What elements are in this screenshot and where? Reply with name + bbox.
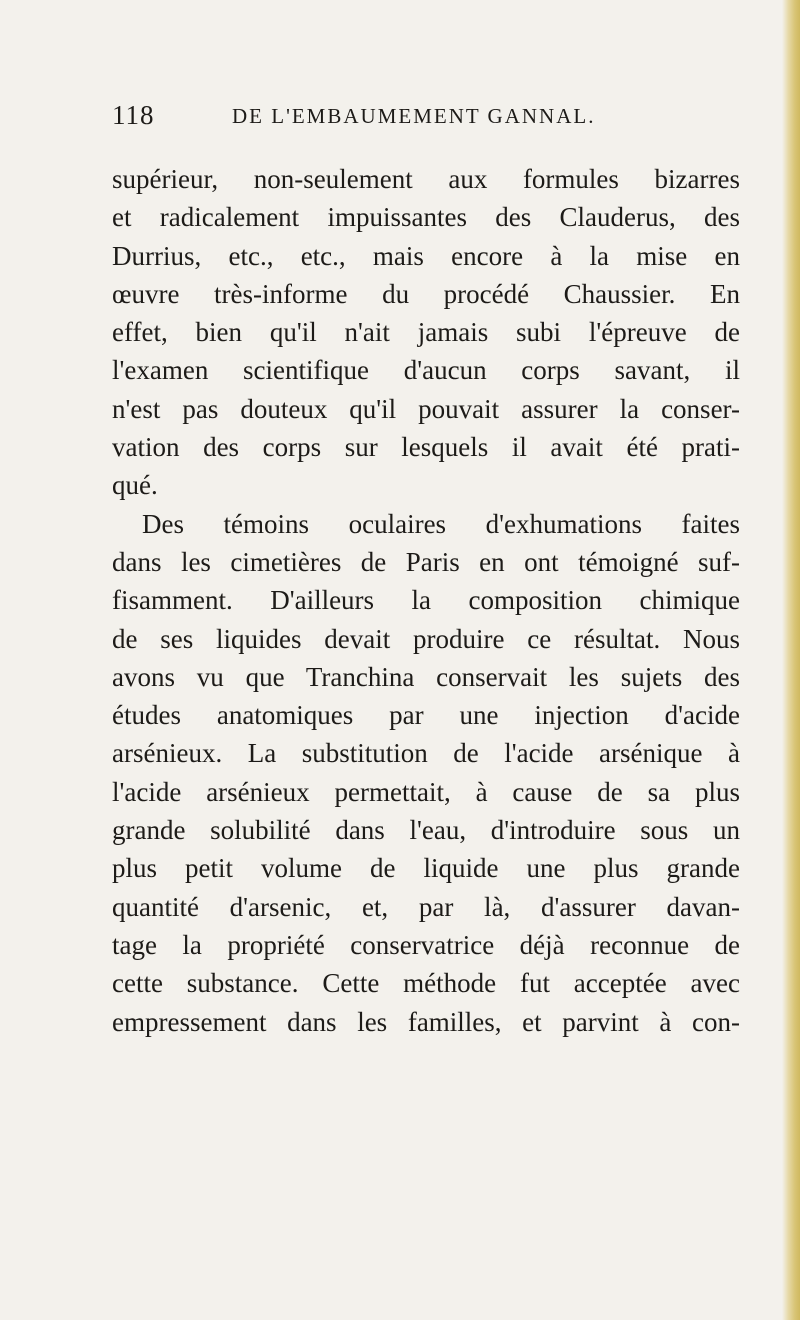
text-line: de ses liquides devait produire ce résultat. Nous <box>112 623 740 654</box>
page-edge <box>782 0 800 1320</box>
text-line: supérieur, non-seulement aux formules bizarres <box>112 164 740 194</box>
text-line: arsénieux. La substitution de l'acide arsénique à <box>112 738 740 769</box>
text-line: vation des corps sur lesquels il avait été prati- <box>112 432 740 463</box>
text-line: l'acide arsénieux permettait, à cause de sa plus <box>112 776 740 807</box>
text-line: études anatomiques par une injection d'acide <box>112 700 740 731</box>
text-line: cette substance. Cette méthode fut acceptée avec <box>112 968 740 999</box>
text-line: plus petit volume de liquide une plus grande <box>112 853 740 884</box>
text-line: effet, bien qu'il n'ait jamais subi l'épreuve de <box>112 317 740 348</box>
text-line: dans les cimetières de Paris en ont témoigné suf- <box>112 546 740 577</box>
text-line: et radicalement impuissantes des Clauderus, des <box>112 202 740 233</box>
text-line: fisamment. D'ailleurs la composition chimique <box>112 585 740 616</box>
text-line: Des témoins oculaires d'exhumations faites <box>142 508 740 539</box>
page-header <box>112 100 752 140</box>
text-line: empressement dans les familles, et parvint à con- <box>112 1006 740 1037</box>
text-line: n'est pas douteux qu'il pouvait assurer la conser- <box>112 393 740 424</box>
text-line: l'examen scientifique d'aucun corps savant, il <box>112 355 740 386</box>
text-line: Durrius, etc., etc., mais encore à la mise en <box>112 240 740 271</box>
text-line: grande solubilité dans l'eau, d'introduire sous un <box>112 815 740 846</box>
text-line: tage la propriété conservatrice déjà reconnue de <box>112 929 740 960</box>
page-number: 118 <box>112 100 155 130</box>
running-title: DE L'EMBAUMEMENT GANNAL. <box>232 104 596 128</box>
text-line: quantité d'arsenic, et, par là, d'assurer davan- <box>112 891 740 922</box>
text-line: avons vu que Tranchina conservait les sujets des <box>112 661 740 692</box>
text-line: œuvre très-informe du procédé Chaussier. En <box>112 278 740 309</box>
body-text <box>112 160 740 1041</box>
text-line: qué. <box>112 470 158 501</box>
